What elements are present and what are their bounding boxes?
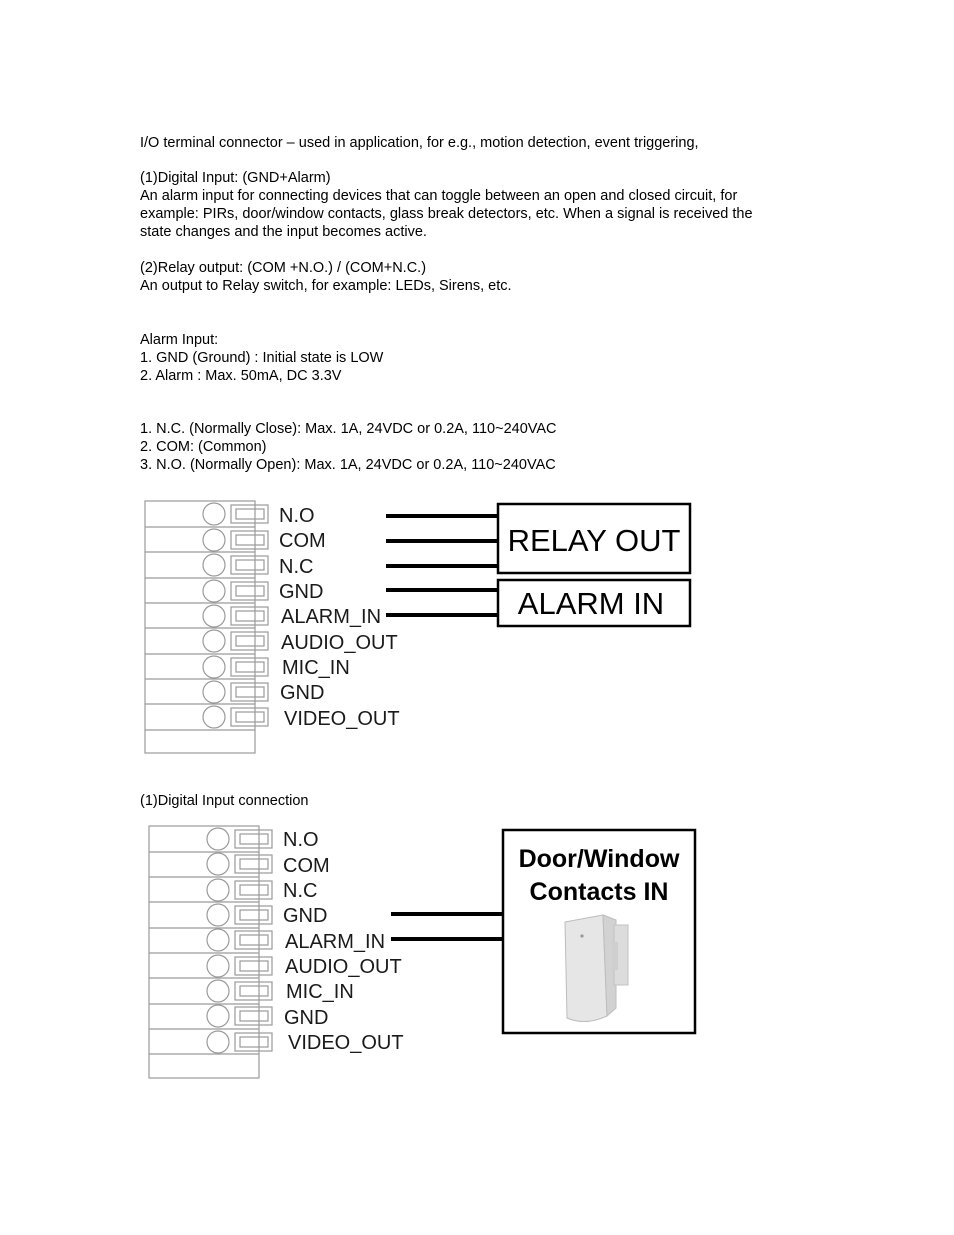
- relay-output-desc: An output to Relay switch, for example: LEDs, Sirens, etc.: [140, 278, 512, 294]
- digital-input-desc-line: state changes and the input becomes active.: [140, 224, 427, 240]
- pin-label: VIDEO_OUT: [284, 708, 400, 730]
- digital-input-title: (1)Digital Input: (GND+Alarm): [140, 170, 331, 186]
- pin-label: MIC_IN: [286, 981, 354, 1003]
- pin-label: VIDEO_OUT: [288, 1032, 404, 1054]
- door-window-label: Door/Window: [518, 845, 680, 873]
- io-terminal-diagram-1: [0, 495, 954, 760]
- alarm-input-item: 2. Alarm : Max. 50mA, DC 3.3V: [140, 368, 342, 384]
- pin-label: ALARM_IN: [285, 931, 386, 953]
- pin-label: GND: [279, 581, 324, 603]
- section-2-title: (1)Digital Input connection: [140, 793, 309, 809]
- wires: [391, 914, 503, 939]
- contacts-in-label: Contacts IN: [529, 878, 669, 906]
- relay-out-label: RELAY OUT: [507, 523, 681, 558]
- alarm-input-item: 1. GND (Ground) : Initial state is LOW: [140, 350, 384, 366]
- terminal-block: [149, 826, 272, 1078]
- pin-label: N.O: [283, 829, 319, 851]
- relay-spec-item: 1. N.C. (Normally Close): Max. 1A, 24VDC or 0.2A, 110~240VAC: [140, 421, 557, 437]
- pin-label: N.O: [279, 505, 315, 527]
- relay-spec-item: 3. N.O. (Normally Open): Max. 1A, 24VDC or 0.2A, 110~240VAC: [140, 457, 556, 473]
- relay-spec-item: 2. COM: (Common): [140, 439, 267, 455]
- terminal-block: [145, 501, 268, 753]
- pin-label: COM: [283, 855, 330, 877]
- pin-label: AUDIO_OUT: [281, 632, 398, 654]
- digital-input-desc-line: An alarm input for connecting devices that can toggle between an open and closed circuit, for: [140, 188, 738, 204]
- pin-label: N.C: [279, 556, 314, 578]
- pin-label: MIC_IN: [282, 657, 350, 679]
- pin-label: AUDIO_OUT: [285, 956, 402, 978]
- pin-label: N.C: [283, 880, 318, 902]
- pin-label: GND: [284, 1007, 329, 1029]
- alarm-input-title: Alarm Input:: [140, 332, 219, 348]
- pin-label: GND: [280, 682, 325, 704]
- relay-output-title: (2)Relay output: (COM +N.O.) / (COM+N.C.): [140, 260, 427, 276]
- pin-label: GND: [283, 905, 328, 927]
- pin-label: ALARM_IN: [281, 606, 382, 628]
- intro-heading: I/O terminal connector – used in application, for e.g., motion detection, event triggering,: [140, 135, 699, 151]
- pin-label: COM: [279, 530, 326, 552]
- wires: [386, 516, 498, 615]
- alarm-in-label: ALARM IN: [517, 586, 665, 621]
- digital-input-desc-line: example: PIRs, door/window contacts, glass break detectors, etc. When a signal is received the: [140, 206, 753, 222]
- io-terminal-diagram-2: [0, 820, 954, 1085]
